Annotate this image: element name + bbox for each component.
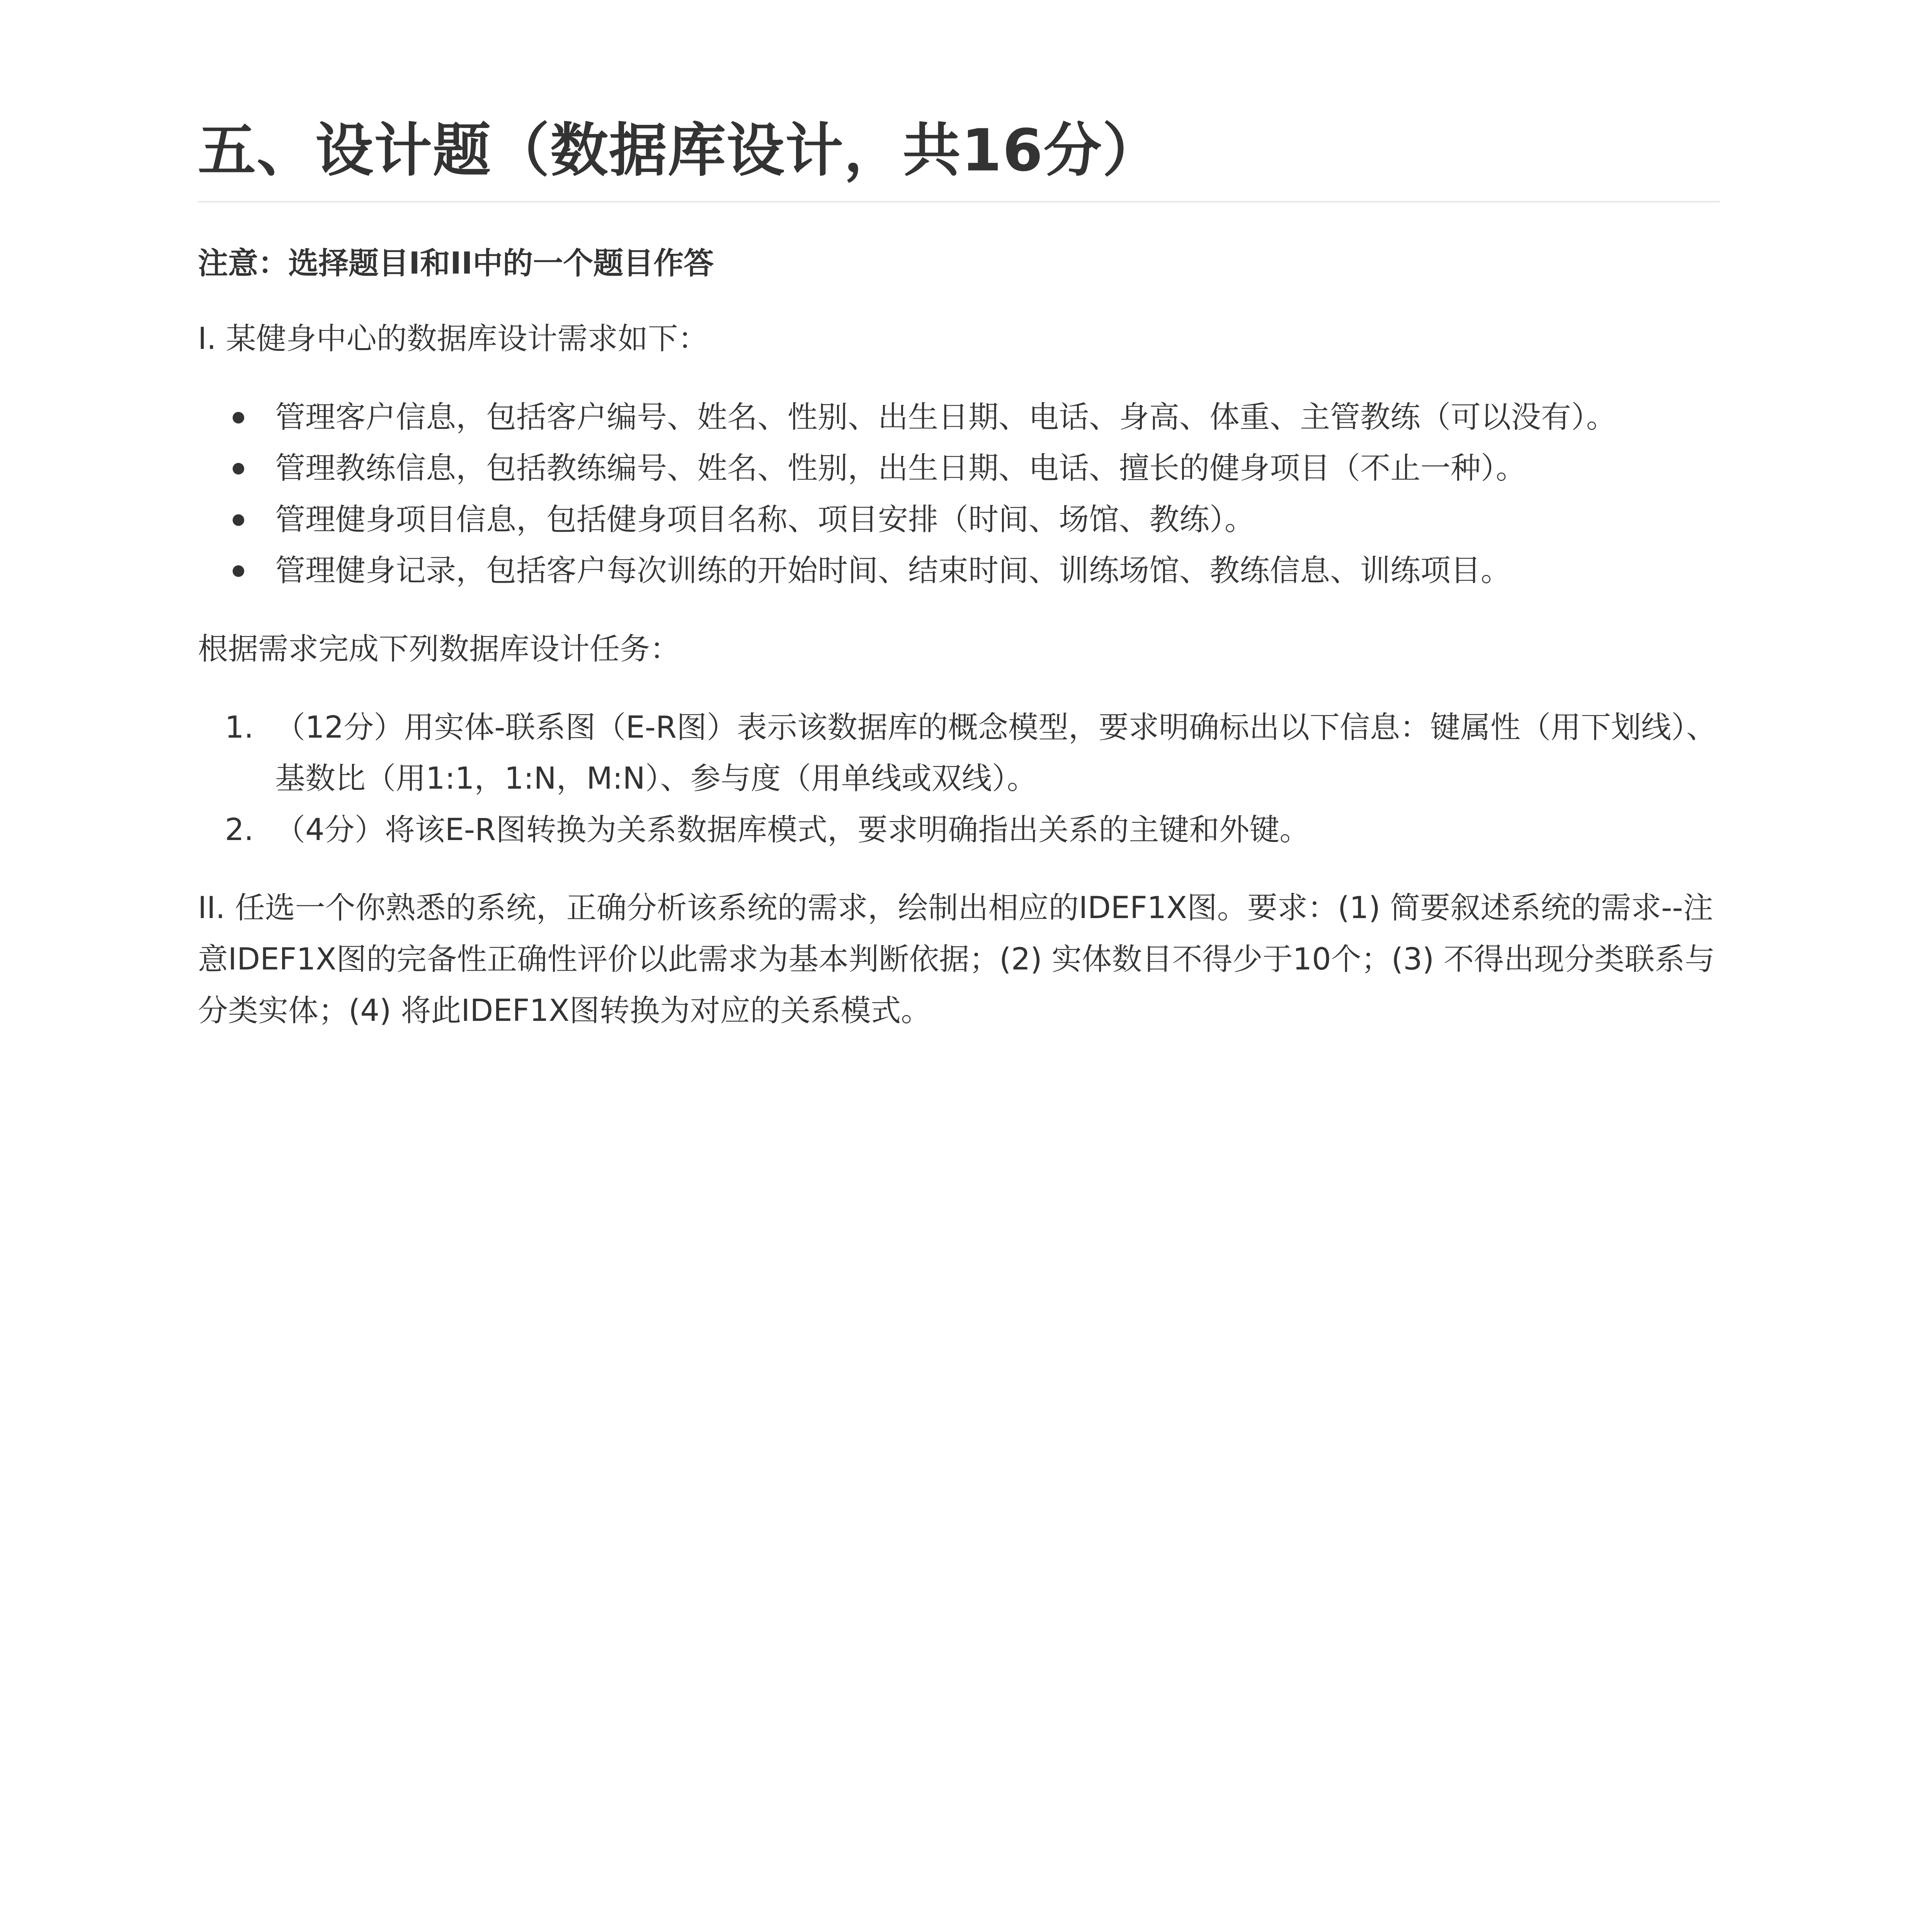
requirement-text: 管理健身项目信息，包括健身项目名称、项目安排（时间、场馆、教练）。 [275,502,1255,537]
requirement-text: 管理客户信息，包括客户编号、姓名、性别、出生日期、电话、身高、体重、主管教练（可以没有）。 [275,400,1617,435]
requirement-item [198,494,1720,546]
requirements-list [198,392,1720,597]
part1-intro: I. 某健身中心的数据库设计需求如下： [198,321,708,356]
bullet-dot [233,565,244,577]
task-number: 2. [225,812,254,847]
task-text: （4分）将该E-R图转换为关系数据库模式，要求明确指出关系的主键和外键。 [275,812,1310,847]
task-number: 1. [225,710,254,745]
requirement-text: 管理健身记录，包括客户每次训练的开始时间、结束时间、训练场馆、教练信息、训练项目。 [275,553,1511,588]
requirement-item [198,392,1720,443]
document-content [198,116,1720,1036]
task-item [198,702,1720,804]
instruction-note: 注意：选择题目I和II中的一个题目作答 [198,246,714,281]
bullet-dot [233,514,244,526]
requirement-item [198,443,1720,494]
bullet-dot [233,463,244,474]
task-intro: 根据需求完成下列数据库设计任务： [198,631,680,667]
task-list [198,702,1720,856]
requirement-item [198,545,1720,597]
task-item [198,804,1720,856]
section-title: 五、设计题（数据库设计，共16分） [198,116,1720,202]
part2-paragraph: II. 任选一个你熟悉的系统，正确分析该系统的需求，绘制出相应的IDEF1X图。要求：(1) 简要叙述系统的需求--注意IDEF1X图的完备性正确性评价以此需求为基本判断依据；(2) 实体数目不得少于10个；(3) 不得出现分类联系与分类实体；(4) 将此IDEF1X图转换为对应的关系模式。 [198,891,1715,1028]
requirement-text: 管理教练信息，包括教练编号、姓名、性别，出生日期、电话、擅长的健身项目（不止一种）。 [275,451,1526,486]
bullet-dot [233,412,244,423]
task-text: （12分）用实体-联系图（E-R图）表示该数据库的概念模型，要求明确标出以下信息：键属性（用下划线）、基数比（用1:1，1:N，M:N）、参与度（用单线或双线）。 [275,710,1717,796]
